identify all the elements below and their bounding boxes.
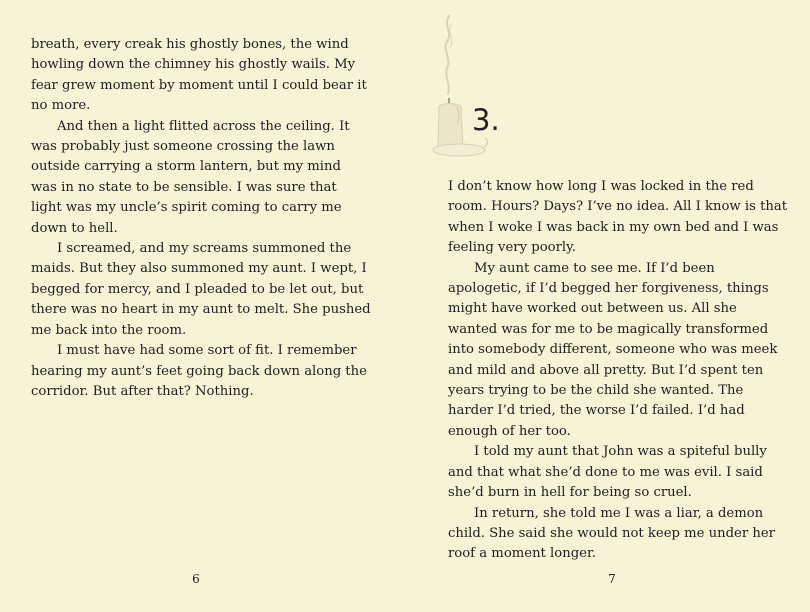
left-page-text <box>31 35 371 402</box>
paragraph: I must have had some sort of fit. I remember hearing my aunt’s feet going back down along the corridor. But after that? Nothing. <box>31 343 367 399</box>
paragraph: In return, she told me I was a liar, a demon child. She said she would not keep me under her roof a moment longer. <box>448 505 775 562</box>
page-number-right: 7 <box>608 572 616 586</box>
paragraph: I screamed, and my screams summoned the maids. But they also summoned my aunt. I wept, I begged for mercy, and I pleaded to be let out, but there was no heart in my aunt to melt. She pushed me back into the room. <box>31 241 371 338</box>
right-page <box>405 0 810 612</box>
candle-icon <box>427 14 497 159</box>
paragraph: I told my aunt that John was a spiteful bully and that what she’d done to me was evil. I said she’d burn in hell for being so cruel. <box>448 444 767 501</box>
paragraph: breath, every creak his ghostly bones, the wind howling down the chimney his ghostly wails. My fear grew moment by moment until I could bear it no more. <box>31 37 367 114</box>
right-page-text <box>448 177 788 565</box>
page-number-left: 6 <box>192 572 200 586</box>
paragraph: I don’t know how long I was locked in the red room. Hours? Days? I’ve no idea. All I know is that when I woke I was back in my own bed and I was feeling very poorly. <box>448 179 788 256</box>
paragraph: My aunt came to see me. If I’d been apologetic, if I’d begged her forgiveness, things might have worked out between us. All she wanted was for me to be magically transformed into somebody different, someone who was meek and mild and above all pretty. But I’d spent ten years trying to be the child she wanted. The harder I’d tried, the worse I’d failed. I’d had enough of her too. <box>448 260 778 439</box>
paragraph: And then a light flitted across the ceiling. It was probably just someone crossing the lawn outside carrying a storm lantern, but my mind was in no state to be sensible. I was sure that light was my uncle’s spirit coming to carry me down to hell. <box>31 118 350 236</box>
chapter-number: 3. <box>472 103 500 137</box>
